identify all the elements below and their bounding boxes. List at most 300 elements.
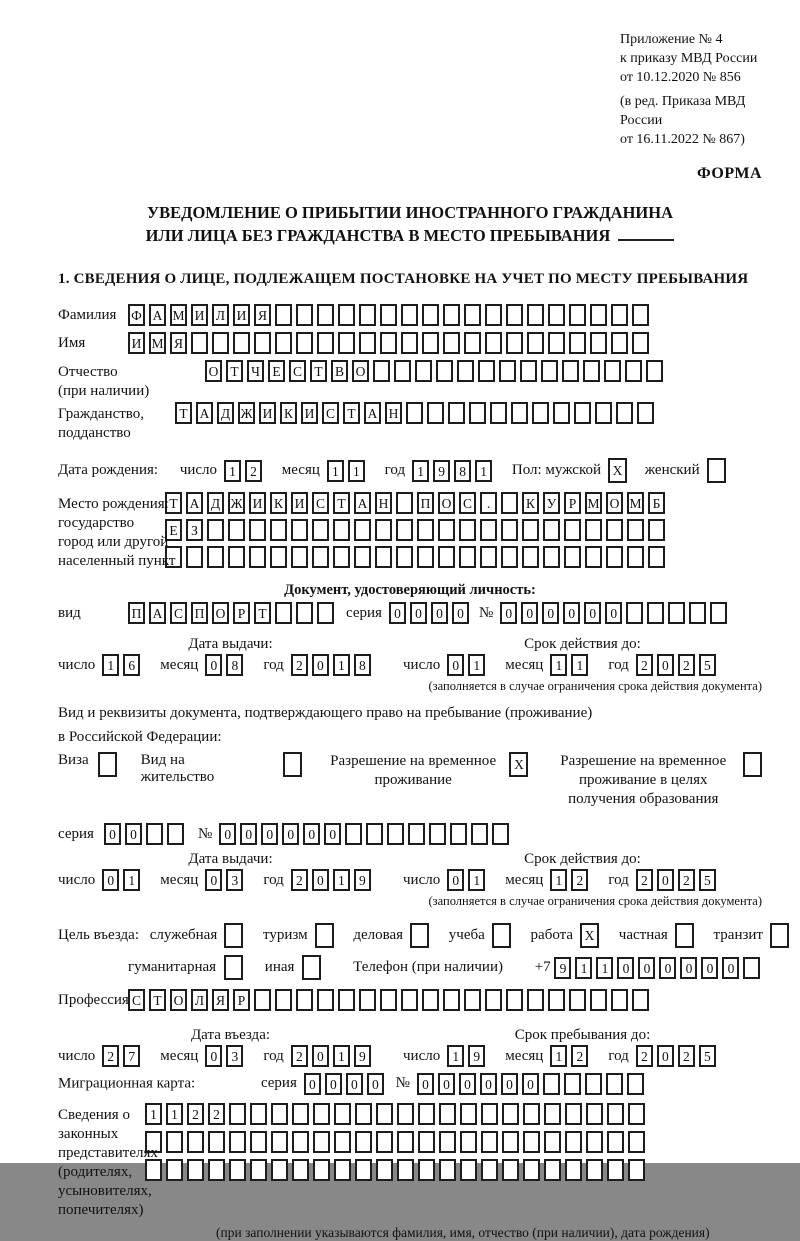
char-box[interactable] — [186, 546, 203, 568]
char-box[interactable]: 2 — [291, 1045, 308, 1067]
char-box[interactable] — [648, 546, 665, 568]
char-box[interactable] — [627, 546, 644, 568]
char-box[interactable]: У — [543, 492, 560, 514]
char-box[interactable] — [481, 1103, 498, 1125]
char-box[interactable] — [376, 1159, 393, 1181]
char-box[interactable] — [315, 923, 334, 948]
char-box[interactable]: Е — [268, 360, 285, 382]
char-box[interactable]: 0 — [389, 602, 406, 624]
char-box[interactable] — [501, 492, 518, 514]
char-box[interactable]: 0 — [584, 602, 601, 624]
char-box[interactable]: 0 — [303, 823, 320, 845]
char-box[interactable]: 0 — [205, 1045, 222, 1067]
char-box[interactable]: 0 — [102, 869, 119, 891]
char-box[interactable] — [522, 519, 539, 541]
char-box[interactable]: 3 — [226, 869, 243, 891]
char-box[interactable] — [569, 332, 586, 354]
char-box[interactable] — [527, 332, 544, 354]
char-box[interactable] — [375, 519, 392, 541]
char-box[interactable] — [481, 1159, 498, 1181]
char-box[interactable] — [191, 332, 208, 354]
char-box[interactable]: С — [322, 402, 339, 424]
char-box[interactable] — [632, 304, 649, 326]
char-box[interactable] — [590, 304, 607, 326]
char-box[interactable]: К — [270, 492, 287, 514]
char-box[interactable] — [499, 360, 516, 382]
char-box[interactable] — [333, 519, 350, 541]
char-box[interactable]: 0 — [657, 869, 674, 891]
char-box[interactable] — [380, 304, 397, 326]
char-box[interactable] — [228, 519, 245, 541]
char-box[interactable]: О — [438, 492, 455, 514]
char-box[interactable] — [607, 1103, 624, 1125]
char-box[interactable] — [254, 332, 271, 354]
char-box[interactable] — [574, 402, 591, 424]
char-box[interactable] — [376, 1131, 393, 1153]
char-box[interactable] — [224, 923, 243, 948]
char-box[interactable] — [586, 1103, 603, 1125]
char-box[interactable] — [354, 519, 371, 541]
char-box[interactable] — [585, 546, 602, 568]
char-box[interactable] — [418, 1103, 435, 1125]
char-box[interactable] — [480, 546, 497, 568]
char-box[interactable] — [345, 823, 362, 845]
char-box[interactable]: 0 — [104, 823, 121, 845]
char-box[interactable] — [254, 989, 271, 1011]
char-box[interactable]: 9 — [433, 460, 450, 482]
char-box[interactable]: 2 — [571, 869, 588, 891]
char-box[interactable]: 1 — [475, 460, 492, 482]
char-box[interactable] — [506, 989, 523, 1011]
char-box[interactable] — [291, 546, 308, 568]
char-box[interactable]: Н — [375, 492, 392, 514]
char-box[interactable]: 0 — [459, 1073, 476, 1095]
char-box[interactable] — [338, 304, 355, 326]
char-box[interactable]: 0 — [282, 823, 299, 845]
char-box[interactable] — [397, 1131, 414, 1153]
char-box[interactable]: А — [149, 304, 166, 326]
char-box[interactable]: Т — [175, 402, 192, 424]
char-box[interactable] — [359, 304, 376, 326]
char-box[interactable]: 0 — [417, 1073, 434, 1095]
char-box[interactable] — [380, 332, 397, 354]
char-box[interactable] — [394, 360, 411, 382]
char-box[interactable] — [408, 823, 425, 845]
char-box[interactable] — [270, 546, 287, 568]
char-box[interactable]: 0 — [438, 1073, 455, 1095]
char-box[interactable]: X — [608, 458, 627, 483]
char-box[interactable] — [334, 1159, 351, 1181]
char-box[interactable] — [583, 360, 600, 382]
char-box[interactable] — [317, 602, 334, 624]
char-box[interactable] — [464, 304, 481, 326]
char-box[interactable] — [396, 519, 413, 541]
char-box[interactable] — [460, 1131, 477, 1153]
char-box[interactable]: 8 — [226, 654, 243, 676]
char-box[interactable] — [565, 1159, 582, 1181]
char-box[interactable] — [313, 1103, 330, 1125]
char-box[interactable]: 0 — [346, 1073, 363, 1095]
char-box[interactable] — [541, 360, 558, 382]
char-box[interactable] — [98, 752, 117, 777]
char-box[interactable] — [562, 360, 579, 382]
char-box[interactable] — [417, 519, 434, 541]
char-box[interactable] — [373, 360, 390, 382]
char-box[interactable] — [492, 923, 511, 948]
char-box[interactable] — [443, 304, 460, 326]
char-box[interactable]: М — [627, 492, 644, 514]
char-box[interactable] — [544, 1103, 561, 1125]
char-box[interactable] — [544, 1131, 561, 1153]
char-box[interactable] — [443, 989, 460, 1011]
char-box[interactable]: Д — [217, 402, 234, 424]
char-box[interactable] — [770, 923, 789, 948]
char-box[interactable] — [359, 332, 376, 354]
char-box[interactable]: 0 — [431, 602, 448, 624]
char-box[interactable]: 1 — [550, 869, 567, 891]
char-box[interactable] — [632, 332, 649, 354]
char-box[interactable] — [438, 519, 455, 541]
char-box[interactable]: Л — [191, 989, 208, 1011]
char-box[interactable] — [523, 1131, 540, 1153]
char-box[interactable] — [292, 1159, 309, 1181]
char-box[interactable]: Р — [233, 602, 250, 624]
char-box[interactable]: С — [289, 360, 306, 382]
char-box[interactable]: 1 — [333, 1045, 350, 1067]
char-box[interactable]: 0 — [480, 1073, 497, 1095]
char-box[interactable]: Т — [333, 492, 350, 514]
char-box[interactable] — [585, 1073, 602, 1095]
char-box[interactable]: 0 — [657, 654, 674, 676]
char-box[interactable] — [250, 1103, 267, 1125]
char-box[interactable] — [471, 823, 488, 845]
char-box[interactable] — [585, 519, 602, 541]
char-box[interactable] — [312, 519, 329, 541]
char-box[interactable] — [249, 519, 266, 541]
char-box[interactable]: С — [312, 492, 329, 514]
char-box[interactable]: 7 — [123, 1045, 140, 1067]
char-box[interactable] — [334, 1103, 351, 1125]
char-box[interactable]: 1 — [333, 654, 350, 676]
char-box[interactable] — [646, 360, 663, 382]
char-box[interactable] — [606, 546, 623, 568]
char-box[interactable]: 1 — [166, 1103, 183, 1125]
char-box[interactable]: 9 — [354, 1045, 371, 1067]
char-box[interactable] — [448, 402, 465, 424]
char-box[interactable]: 5 — [699, 654, 716, 676]
char-box[interactable]: 1 — [550, 654, 567, 676]
char-box[interactable] — [637, 402, 654, 424]
char-box[interactable]: 0 — [680, 957, 697, 979]
char-box[interactable]: И — [259, 402, 276, 424]
char-box[interactable]: 0 — [447, 654, 464, 676]
char-box[interactable] — [506, 304, 523, 326]
char-box[interactable]: С — [459, 492, 476, 514]
char-box[interactable]: 1 — [468, 869, 485, 891]
char-box[interactable]: Л — [212, 304, 229, 326]
char-box[interactable]: 0 — [617, 957, 634, 979]
char-box[interactable]: Е — [165, 519, 182, 541]
char-box[interactable] — [228, 546, 245, 568]
char-box[interactable]: И — [291, 492, 308, 514]
char-box[interactable]: 0 — [638, 957, 655, 979]
char-box[interactable] — [233, 332, 250, 354]
char-box[interactable]: А — [186, 492, 203, 514]
char-box[interactable]: 0 — [367, 1073, 384, 1095]
char-box[interactable] — [548, 304, 565, 326]
char-box[interactable] — [355, 1131, 372, 1153]
char-box[interactable]: А — [196, 402, 213, 424]
char-box[interactable]: Я — [212, 989, 229, 1011]
char-box[interactable] — [627, 519, 644, 541]
char-box[interactable]: А — [364, 402, 381, 424]
char-box[interactable] — [625, 360, 642, 382]
char-box[interactable]: 3 — [226, 1045, 243, 1067]
char-box[interactable] — [464, 332, 481, 354]
char-box[interactable]: Т — [254, 602, 271, 624]
char-box[interactable] — [480, 519, 497, 541]
char-box[interactable] — [648, 519, 665, 541]
char-box[interactable] — [464, 989, 481, 1011]
char-box[interactable] — [532, 402, 549, 424]
char-box[interactable] — [166, 1131, 183, 1153]
char-box[interactable]: Р — [233, 989, 250, 1011]
char-box[interactable] — [460, 1159, 477, 1181]
char-box[interactable] — [397, 1159, 414, 1181]
char-box[interactable]: Ф — [128, 304, 145, 326]
char-box[interactable]: М — [170, 304, 187, 326]
char-box[interactable] — [422, 989, 439, 1011]
char-box[interactable] — [628, 1131, 645, 1153]
char-box[interactable]: 1 — [224, 460, 241, 482]
char-box[interactable] — [296, 332, 313, 354]
char-box[interactable]: 9 — [468, 1045, 485, 1067]
char-box[interactable] — [710, 602, 727, 624]
char-box[interactable]: Я — [170, 332, 187, 354]
char-box[interactable]: О — [352, 360, 369, 382]
char-box[interactable]: М — [585, 492, 602, 514]
char-box[interactable]: 0 — [261, 823, 278, 845]
char-box[interactable]: 0 — [125, 823, 142, 845]
char-box[interactable] — [689, 602, 706, 624]
char-box[interactable] — [208, 1159, 225, 1181]
char-box[interactable] — [564, 1073, 581, 1095]
char-box[interactable] — [611, 332, 628, 354]
char-box[interactable] — [544, 1159, 561, 1181]
char-box[interactable] — [302, 955, 321, 980]
char-box[interactable] — [548, 332, 565, 354]
char-box[interactable] — [275, 989, 292, 1011]
char-box[interactable]: 0 — [410, 602, 427, 624]
char-box[interactable]: 0 — [605, 602, 622, 624]
char-box[interactable] — [271, 1131, 288, 1153]
char-box[interactable]: 2 — [245, 460, 262, 482]
char-box[interactable] — [478, 360, 495, 382]
char-box[interactable]: Т — [149, 989, 166, 1011]
char-box[interactable] — [707, 458, 726, 483]
char-box[interactable]: 2 — [678, 654, 695, 676]
char-box[interactable] — [275, 332, 292, 354]
char-box[interactable]: 0 — [500, 602, 517, 624]
char-box[interactable] — [485, 304, 502, 326]
char-box[interactable] — [527, 989, 544, 1011]
char-box[interactable]: 2 — [291, 654, 308, 676]
char-box[interactable]: 0 — [325, 1073, 342, 1095]
char-box[interactable]: С — [128, 989, 145, 1011]
char-box[interactable] — [380, 989, 397, 1011]
char-box[interactable]: М — [149, 332, 166, 354]
char-box[interactable] — [485, 332, 502, 354]
char-box[interactable] — [355, 1159, 372, 1181]
char-box[interactable] — [459, 519, 476, 541]
char-box[interactable]: Б — [648, 492, 665, 514]
char-box[interactable] — [250, 1159, 267, 1181]
char-box[interactable] — [522, 546, 539, 568]
char-box[interactable] — [627, 1073, 644, 1095]
char-box[interactable] — [417, 546, 434, 568]
char-box[interactable] — [270, 519, 287, 541]
char-box[interactable] — [743, 957, 760, 979]
char-box[interactable] — [366, 823, 383, 845]
char-box[interactable] — [459, 546, 476, 568]
char-box[interactable]: И — [191, 304, 208, 326]
char-box[interactable] — [146, 823, 163, 845]
char-box[interactable]: 8 — [454, 460, 471, 482]
char-box[interactable]: X — [509, 752, 528, 777]
char-box[interactable] — [564, 519, 581, 541]
char-box[interactable] — [292, 1131, 309, 1153]
char-box[interactable]: 6 — [123, 654, 140, 676]
char-box[interactable]: 0 — [722, 957, 739, 979]
char-box[interactable] — [439, 1131, 456, 1153]
char-box[interactable] — [607, 1159, 624, 1181]
char-box[interactable] — [743, 752, 762, 777]
char-box[interactable] — [590, 332, 607, 354]
char-box[interactable]: 0 — [312, 1045, 329, 1067]
char-box[interactable]: И — [301, 402, 318, 424]
char-box[interactable]: И — [128, 332, 145, 354]
char-box[interactable] — [275, 304, 292, 326]
char-box[interactable] — [460, 1103, 477, 1125]
char-box[interactable] — [250, 1131, 267, 1153]
char-box[interactable] — [543, 519, 560, 541]
char-box[interactable] — [511, 402, 528, 424]
char-box[interactable] — [668, 602, 685, 624]
char-box[interactable] — [249, 546, 266, 568]
char-box[interactable] — [208, 1131, 225, 1153]
char-box[interactable]: 0 — [324, 823, 341, 845]
char-box[interactable] — [224, 955, 243, 980]
char-box[interactable] — [415, 360, 432, 382]
char-box[interactable] — [406, 402, 423, 424]
char-box[interactable] — [543, 1073, 560, 1095]
char-box[interactable] — [501, 546, 518, 568]
char-box[interactable]: 1 — [348, 460, 365, 482]
char-box[interactable] — [527, 304, 544, 326]
char-box[interactable] — [628, 1159, 645, 1181]
char-box[interactable] — [502, 1159, 519, 1181]
char-box[interactable]: О — [170, 989, 187, 1011]
char-box[interactable]: И — [249, 492, 266, 514]
char-box[interactable] — [427, 402, 444, 424]
char-box[interactable] — [387, 823, 404, 845]
char-box[interactable] — [586, 1131, 603, 1153]
char-box[interactable] — [569, 989, 586, 1011]
char-box[interactable] — [271, 1103, 288, 1125]
char-box[interactable]: 1 — [468, 654, 485, 676]
char-box[interactable] — [275, 602, 292, 624]
char-box[interactable] — [296, 989, 313, 1011]
char-box[interactable] — [397, 1103, 414, 1125]
char-box[interactable]: 5 — [699, 1045, 716, 1067]
char-box[interactable] — [548, 989, 565, 1011]
char-box[interactable]: 9 — [354, 869, 371, 891]
char-box[interactable]: Ч — [247, 360, 264, 382]
char-box[interactable] — [401, 304, 418, 326]
char-box[interactable]: Ж — [238, 402, 255, 424]
char-box[interactable] — [375, 546, 392, 568]
char-box[interactable]: В — [331, 360, 348, 382]
char-box[interactable] — [312, 546, 329, 568]
char-box[interactable] — [313, 1159, 330, 1181]
char-box[interactable] — [418, 1159, 435, 1181]
char-box[interactable] — [481, 1131, 498, 1153]
char-box[interactable] — [439, 1159, 456, 1181]
char-box[interactable] — [418, 1131, 435, 1153]
char-box[interactable] — [429, 823, 446, 845]
char-box[interactable]: 1 — [123, 869, 140, 891]
char-box[interactable]: 2 — [291, 869, 308, 891]
char-box[interactable] — [212, 332, 229, 354]
char-box[interactable]: 8 — [354, 654, 371, 676]
char-box[interactable]: 0 — [205, 869, 222, 891]
char-box[interactable]: С — [170, 602, 187, 624]
char-box[interactable]: 1 — [333, 869, 350, 891]
char-box[interactable]: 0 — [521, 602, 538, 624]
char-box[interactable]: 2 — [571, 1045, 588, 1067]
char-box[interactable]: Ж — [228, 492, 245, 514]
char-box[interactable] — [338, 332, 355, 354]
char-box[interactable] — [338, 989, 355, 1011]
char-box[interactable]: 0 — [312, 654, 329, 676]
char-box[interactable]: Н — [385, 402, 402, 424]
char-box[interactable] — [543, 546, 560, 568]
char-box[interactable] — [439, 1103, 456, 1125]
char-box[interactable] — [355, 1103, 372, 1125]
char-box[interactable]: 1 — [412, 460, 429, 482]
char-box[interactable] — [586, 1159, 603, 1181]
char-box[interactable] — [396, 546, 413, 568]
char-box[interactable] — [523, 1103, 540, 1125]
char-box[interactable]: 2 — [102, 1045, 119, 1067]
char-box[interactable]: 0 — [447, 869, 464, 891]
char-box[interactable]: 2 — [678, 869, 695, 891]
char-box[interactable] — [333, 546, 350, 568]
char-box[interactable]: 0 — [522, 1073, 539, 1095]
char-box[interactable]: 1 — [327, 460, 344, 482]
char-box[interactable] — [616, 402, 633, 424]
char-box[interactable] — [565, 1131, 582, 1153]
char-box[interactable]: 2 — [187, 1103, 204, 1125]
char-box[interactable]: 0 — [452, 602, 469, 624]
char-box[interactable] — [376, 1103, 393, 1125]
char-box[interactable] — [569, 304, 586, 326]
char-box[interactable]: 1 — [575, 957, 592, 979]
char-box[interactable] — [595, 402, 612, 424]
char-box[interactable] — [207, 519, 224, 541]
char-box[interactable]: А — [149, 602, 166, 624]
char-box[interactable]: 1 — [571, 654, 588, 676]
